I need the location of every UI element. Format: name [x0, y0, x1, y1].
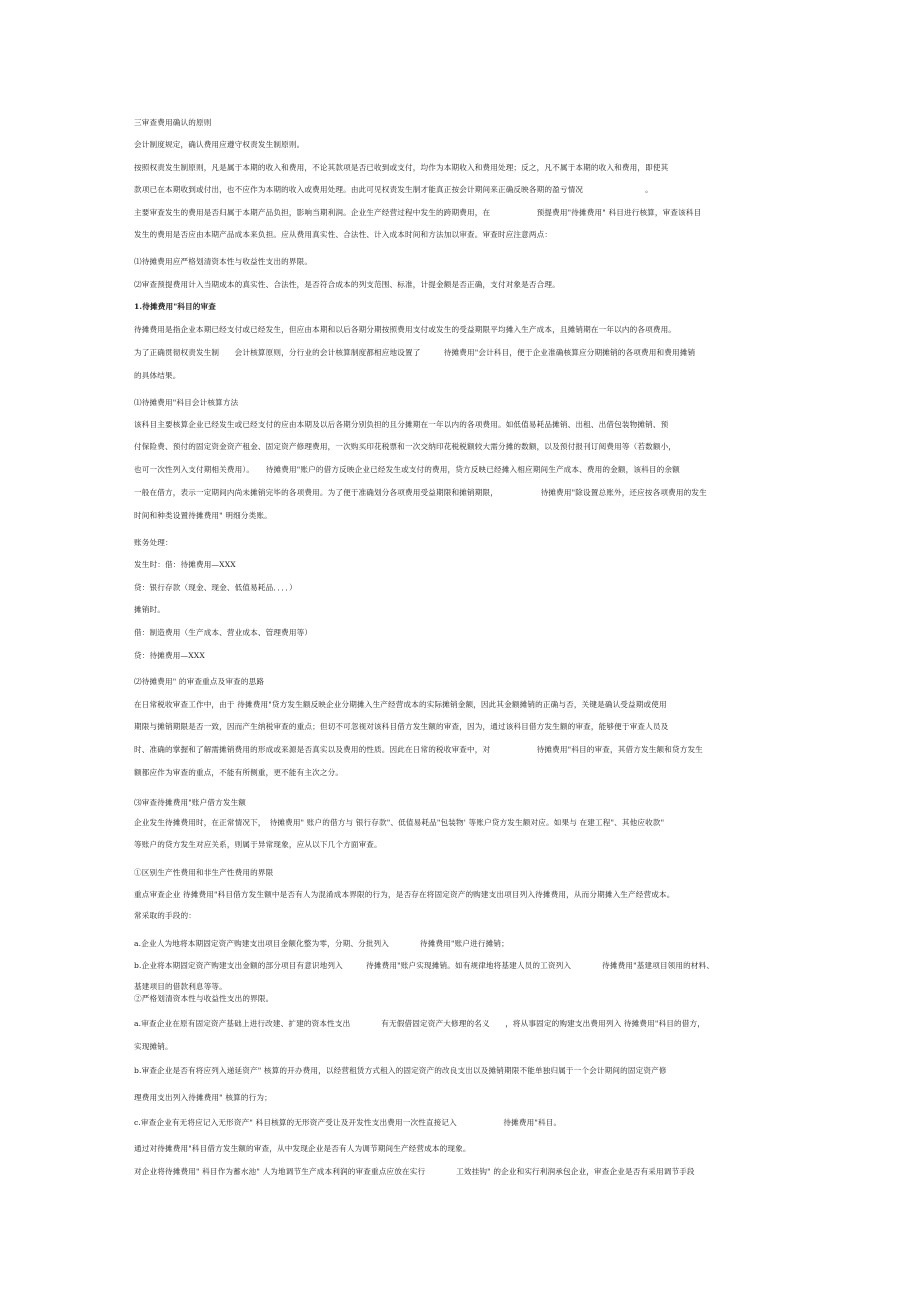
paragraph-line: 重点审查企业 待摊费用"科目借方发生额中是否有人为混淆成本界限的行为，是否存在将固定资产的购建支出项目列入待摊费用，从而分期摊入生产经营成本。 [134, 890, 675, 899]
subsection-heading: ⑵待摊费用" 的审查重点及审查的思路 [134, 677, 265, 686]
list-item: ⑴待摊费用应严格划清资本性与收益性支出的界限。 [134, 257, 313, 266]
paragraph-line: 期限与摊销期限是否一致，因而产生纳税审查的重点；但切不可忽视对该科目借方发生额的审查，因为，通过该科目借方发生额的审查，能够便于审查人员及 [134, 722, 669, 731]
paragraph-line: 企业发生待摊费用时，在正常情况下， 待摊费用" 账户的借方与 银行存款"、低值易耗品"包装物' 等账户贷方发生额对应。如果与 在建工程"、其他应收款" [134, 818, 665, 827]
paragraph-line: 通过对待摊费用"科目借方发生额的审查，从中发现企业是否有人为调节期间生产经营成本的现象。 [134, 1144, 471, 1153]
paragraph-line: 会计制度规定，确认费用应遵守权责发生制原则。 [134, 140, 305, 149]
paragraph-line: 一般在借方，表示一定期间内尚未摊销完毕的各项费用。为了便于准确划分各项费用受益期限和摊销期限， 待摊费用"除设置总账外，还应按各项费用的发生 [134, 488, 707, 497]
paragraph-line: 时间和种类设置待摊费用" 明细分类账。 [134, 511, 272, 520]
paragraph-line: 常采取的手段的： [134, 911, 196, 920]
paragraph-line: 主要审查发生的费用是否归属于本期产品负担，影响当期利润。企业生产经营过程中发生的跨期费用，在 预提费用"待摊费用" 科目进行核算，审查该科目 [134, 208, 702, 217]
paragraph-line: 实现摊销。 [134, 1042, 173, 1051]
paragraph-line: 发生的费用是否应由本期产品成本来负担。应从费用真实性、合法性、计入成本时间和方法加以审查。审查时应注意两点： [134, 230, 553, 239]
journal-entry: 摊销时。 [134, 605, 165, 614]
journal-entry: 借：制造费用（生产成本、营业成本、管理费用等） [134, 628, 313, 637]
subsection-heading: ①区别生产性费用和非生产性费用的界限 [134, 868, 274, 877]
paragraph-line: 额都应作为审查的重点，不能有所侧重，更不能有主次之分。 [134, 768, 344, 777]
list-item: b.审查企业是否有将应列入递延资产" 核算的开办费用，以经营租赁方式租入的固定资产的改良支出以及摊销期限不能单独归属于一个会计期间的固定资产修 [134, 1066, 667, 1075]
paragraph-line: 按照权责发生制原则，凡是属于本期的收入和费用，不论其款项是否已收到或支付，均作为本期收入和费用处理；反之，凡不属于本期的收入和费用，即使其 [134, 163, 669, 172]
paragraph-line: 待摊费用是指企业本期已经支付或已经发生，但应由本期和以后各期分期按照费用支付或发生的受益期限平均摊入生产成本，且摊销期在一年以内的各项费用。 [134, 325, 677, 334]
list-item: c.审查企业有无将应记入无形资产" 科目核算的无形资产受让及开发性支出费用一次性直接记入 待摊费用"科目。 [134, 1118, 562, 1127]
list-item: b.企业将本期固定资产购建支出金额的部分项目有意识地列入 待摊费用"账户实现摊销。如有规律地将基建人员的工资列入 待摊费用"基建项目领用的材料、 [134, 961, 715, 970]
journal-entry: 贷：银行存款（现金、现金、低值易耗品．．．．） [134, 583, 297, 592]
paragraph-line: 对企业将待摊费用" 科目作为蓄水池" 人为地调节生产成本利润的审查重点应放在实行 工效挂钩" 的企业和实行利润承包企业，审查企业是否有采用调节手段 [134, 1167, 695, 1176]
subsection-heading: ⑴待摊费用"科目会计核算方法 [134, 398, 239, 407]
paragraph-line: 的具体结果。 [134, 371, 181, 380]
paragraph-line: 时、准确的掌握和了解需摊销费用的形成或来源是否真实以及费用的性质。因此在日常的税收审查中，对 待摊费用"科目的审查，其借方发生额和贷方发生 [134, 745, 703, 754]
journal-entry: 贷：待摊费用—XXX [134, 651, 205, 660]
section-heading: 三审查费用确认的原则 [134, 118, 212, 127]
subsection-heading: 1.待摊费用"科目的审查 [134, 302, 217, 311]
paragraph-line: 为了正确贯彻权责发生制 会计核算原则，分行业的会计核算制度都相应地设置了 待摊费用"会计科目，便于企业准确核算应分期摊销的各项费用和费用摊销 [134, 348, 696, 357]
subsection-heading: ⑶审查待摊费用"账户借方发生额 [134, 798, 247, 807]
paragraph-line: 也可一次性列入支付期相关费用）。 待摊费用"账户的借方反映企业已经发生或支付的费用，贷方反映已经摊入相应期间生产成本、费用的金额，该科目的余额 [134, 465, 680, 474]
paragraph-line: 账务处理： [134, 538, 173, 547]
paragraph-line: 等账户的贷方发生对应关系，则属于异常现象，应从以下几个方面审查。 [134, 840, 382, 849]
list-item: a.审查企业在原有固定资产基础上进行改建、扩建的资本性支出 有无假借固定资产大修理的名义 ，将从事固定的购建支出费用列入 待摊费用"科目的借方， [134, 1019, 705, 1028]
journal-entry: 发生时：借：待摊费用—XXX [134, 560, 236, 569]
paragraph-line: 基建项目的借款利息等等。 [134, 982, 227, 991]
paragraph-line: 理费用支出列入待摊费用" 核算的行为； [134, 1093, 272, 1102]
paragraph-line: 该科目主要核算企业已经发生或已经支付的应由本期及以后各期分别负担的且分摊期在一年以内的各项费用。如低值易耗品摊销、出租、出借包装物摊销、预 [134, 420, 669, 429]
list-item: a.企业人为地将本期固定资产购建支出项目金额化整为零，分期、分批列入 待摊费用"账户进行摊销； [134, 939, 509, 948]
list-item: ⑵审查预提费用计入当期成本的真实性、合法性，是否符合成本的列支范围、标准，计提金额是否正确，支付对象是否合理。 [134, 280, 560, 289]
paragraph-line: 在日常税收审查工作中，由于 待摊费用"贷方发生额反映企业分期摊入生产经营成本的实际摊销金额，因此其金额摊销的正确与否，关键是确认受益期或使用 [134, 700, 667, 709]
subsection-heading: ②严格划清资本性与收益性支出的界限。 [134, 994, 274, 1003]
paragraph-line: 付保险费、预付的固定资金资产租金、固定资产修理费用，一次购买印花税票和一次交纳印花税税额较大需分摊的数额，以及预付报刊订阅费用等（若数额小， [134, 442, 677, 451]
paragraph-line: 款项已在本期收到或付出，也不应作为本期的收入或费用处理。由此可见权责发生制才能真正按会计期间来正确反映各期的盈亏情况 。 [134, 185, 653, 194]
